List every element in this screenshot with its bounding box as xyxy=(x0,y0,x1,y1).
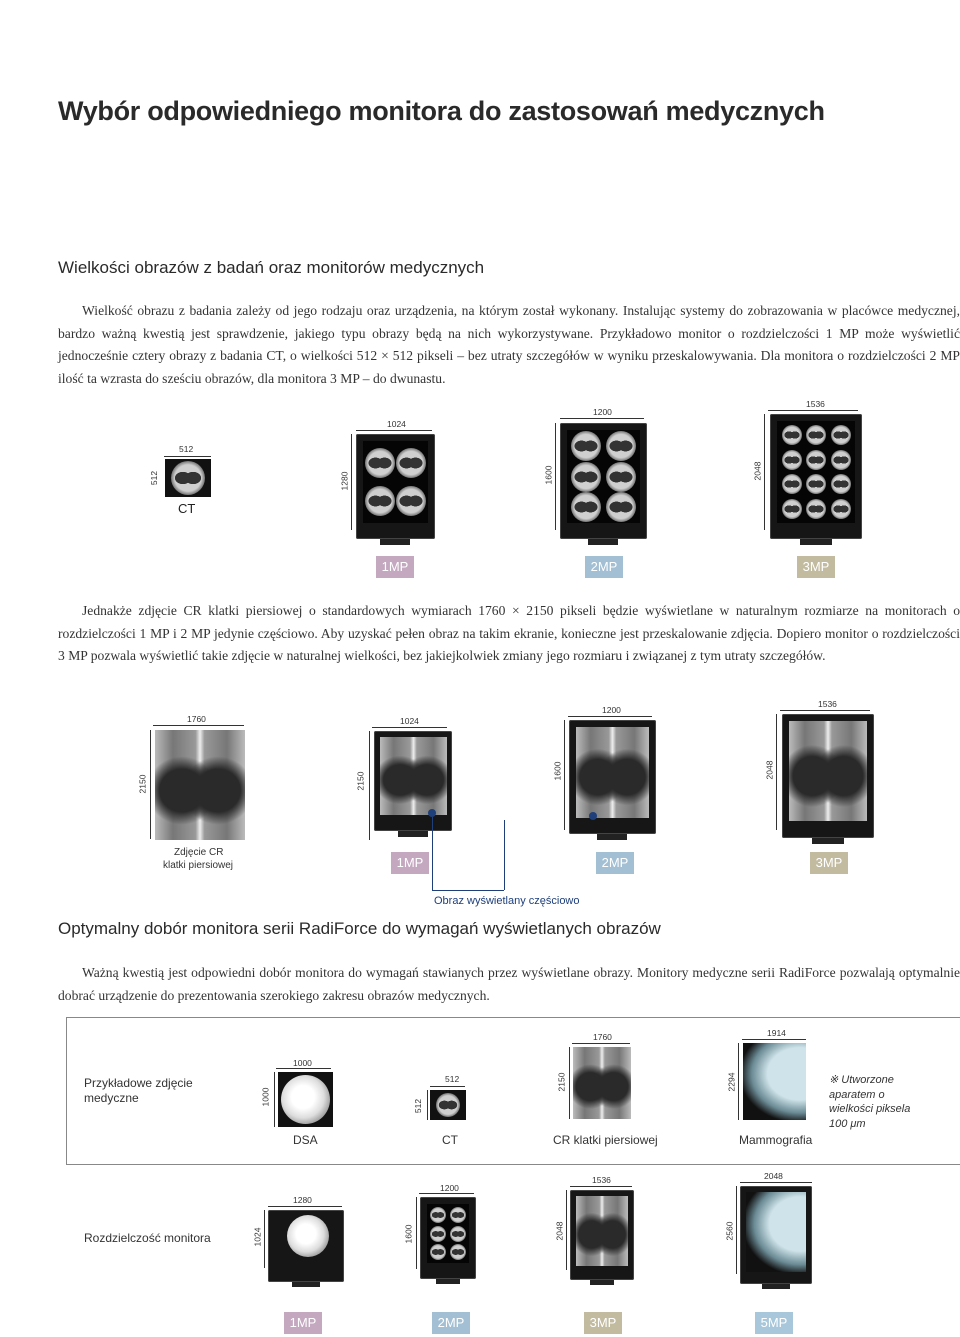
ct3-height-label: 512 xyxy=(413,1098,424,1114)
ct-label: CT xyxy=(178,501,196,516)
ct3-height-line xyxy=(427,1090,428,1120)
monitor-1mp-stand xyxy=(380,539,410,545)
cr-height-line xyxy=(150,730,151,839)
dsa-width-line xyxy=(276,1068,331,1069)
badge-2mp: 2MP xyxy=(585,556,623,578)
m3-width-label: 1536 xyxy=(806,399,825,409)
row1-label-line2: medyczne xyxy=(84,1091,139,1105)
m1-cr-width-label: 1024 xyxy=(400,716,419,726)
m3-height-line xyxy=(764,414,765,530)
monitor-row2-1mp-dsa xyxy=(287,1215,329,1257)
m2-cr-height-line xyxy=(564,720,565,830)
partial-display-label: Obraz wyświetlany częściowo xyxy=(434,895,580,907)
r1-height-label: 1024 xyxy=(252,1227,263,1247)
mammo-image xyxy=(743,1043,806,1120)
r3-height-label: 2048 xyxy=(554,1221,565,1241)
paragraph-radiforce xyxy=(58,962,960,1007)
paragraph-cr xyxy=(58,600,960,668)
ct3-width-line xyxy=(430,1086,465,1087)
ct3-label: CT xyxy=(442,1133,458,1147)
pixel-size-note: ※ Utworzone aparatem o wielkości piksela 100 μm xyxy=(829,1074,911,1130)
badge-cr-3mp: 3MP xyxy=(810,852,848,874)
cr-width-label: 1760 xyxy=(187,714,206,724)
m1-height-line xyxy=(351,434,352,530)
cr-width-line xyxy=(153,725,244,726)
monitor-row2-5mp-image xyxy=(746,1192,806,1272)
paragraph-intro-text: Wielkość obrazu z badania zależy od jego rodzaju oraz urządzenia, na którym został wykonany. Instalując systemy do zobrazowania w placówce medycznej, bardzo ważną kwestią jest sprawdzenie, jakiego typu obrazy będą na nich wykorzystywane. Przykładowo monitor o rozdzielczości 1 MP może wyświetlić jednocześnie cztery obrazy z badania CT, o wielkości 512 × 512 pikseli – bez utraty szczegółów w wyniku przeskalowywania. Dla monitora o rozdzielczości 2 MP ilość ta wzrasta do sześciu obrazów, dla monitora 3 MP – do dwunastu. xyxy=(58,303,960,386)
mammo-label: Mammografia xyxy=(739,1133,813,1147)
badge-cr-1mp: 1MP xyxy=(391,852,429,874)
badge-row2-5mp: 5MP xyxy=(755,1312,793,1334)
r2-width-label: 1200 xyxy=(440,1183,459,1193)
m2-width-line xyxy=(560,418,644,419)
monitor-row2-5mp-stand xyxy=(762,1284,790,1289)
cr-image xyxy=(155,730,245,840)
m1-width-line xyxy=(356,430,432,431)
row2-label: Rozdzielczość monitora xyxy=(84,1231,211,1245)
dsa-image xyxy=(281,1075,330,1124)
ct-width-label: 512 xyxy=(179,444,194,454)
ct3-width-label: 512 xyxy=(445,1074,460,1084)
cr3-height-label: 2150 xyxy=(556,1072,567,1092)
r2-width-line xyxy=(419,1193,474,1194)
monitor-row2-1mp-stand xyxy=(292,1282,320,1287)
badge-row2-2mp: 2MP xyxy=(432,1312,470,1334)
m1-height-label: 1280 xyxy=(339,471,350,491)
badge-row2-1mp: 1MP xyxy=(284,1312,322,1334)
ct-image xyxy=(165,459,211,497)
partial-marker-1mp xyxy=(428,809,436,817)
r2-height-label: 1600 xyxy=(403,1224,414,1244)
ct-width-line xyxy=(164,456,211,457)
monitor-cr-3mp-image xyxy=(789,721,867,821)
mam-height-label: 2294 xyxy=(726,1072,737,1092)
monitor-cr-1mp-stand xyxy=(398,831,428,837)
ct3-image xyxy=(430,1090,466,1120)
m2-height-line xyxy=(555,423,556,530)
m3-cr-width-label: 1536 xyxy=(818,699,837,709)
m2-cr-width-line xyxy=(568,716,652,717)
paragraph-cr-text: Jednakże zdjęcie CR klatki piersiowej o standardowych wymiarach 1760 × 2150 pikseli będzie wyświetlane w naturalnym rozmiarze na monitorach o rozdzielczości 1 MP i 2 MP jedynie częściowo. Aby uzyskać pełen obraz na takim ekranie, konieczne jest przeskalowanie zdjęcia. Dopiero monitor o rozdzielczości 3 MP pozwala wyświetlić takie zdjęcie w naturalnej wielkości, bez jakiejkolwiek zmiany jego rozmiaru i związanej z tym utraty szczegółów. xyxy=(58,603,960,663)
paragraph-radiforce-text: Ważną kwestią jest odpowiedni dobór monitora do wymagań stawianych przez wyświetlane obrazy. Monitory medyczne serii RadiForce pozwalają optymalnie dobrać urządzenie do prezentowania szerokiego zakresu obrazów medycznych. xyxy=(58,965,960,1003)
page-title: Wybór odpowiedniego monitora do zastosowań medycznych xyxy=(58,96,825,126)
badge-1mp: 1MP xyxy=(376,556,414,578)
badge-3mp: 3MP xyxy=(797,556,835,578)
monitor-3mp-stand xyxy=(800,539,832,545)
monitor-cr-2mp-image xyxy=(576,727,649,818)
badge-cr-2mp: 2MP xyxy=(596,852,634,874)
monitor-row2-3mp-image xyxy=(576,1196,628,1266)
monitor-cr-2mp-stand xyxy=(597,834,627,840)
m1-cr-width-line xyxy=(372,727,447,728)
partial-leader-3 xyxy=(504,820,595,890)
badge-row2-3mp: 3MP xyxy=(584,1312,622,1334)
r1-width-line xyxy=(268,1206,342,1207)
mam-width-line xyxy=(742,1039,806,1040)
ct-height-label: 512 xyxy=(149,470,160,486)
partial-leader-1 xyxy=(432,817,433,890)
monitor-1mp xyxy=(356,434,435,539)
r4-height-label: 2560 xyxy=(724,1221,735,1241)
cr3-height-line xyxy=(569,1047,570,1119)
m2-height-label: 1600 xyxy=(543,465,554,485)
m1-cr-height-label: 2150 xyxy=(355,771,366,791)
m3-width-line xyxy=(768,410,858,411)
monitor-row2-2mp-stand xyxy=(436,1279,460,1284)
r1-height-line xyxy=(264,1210,265,1268)
section-heading-sizes: Wielkości obrazów z badań oraz monitorów medycznych xyxy=(58,258,485,277)
m3-cr-height-line xyxy=(776,714,777,830)
partial-leader-2 xyxy=(432,890,504,891)
cr3-width-label: 1760 xyxy=(593,1032,612,1042)
cr3-width-line xyxy=(572,1043,630,1044)
example-images-box xyxy=(66,1017,960,1165)
monitor-2mp xyxy=(560,423,647,539)
r4-width-line xyxy=(740,1182,812,1183)
section-heading-radiforce: Optymalny dobór monitora serii RadiForce do wymagań wyświetlanych obrazów xyxy=(58,919,661,938)
monitor-3mp xyxy=(770,414,862,539)
cr-label-line2: klatki piersiowej xyxy=(163,860,234,871)
r4-height-line xyxy=(736,1186,737,1274)
cr3-label: CR klatki piersiowej xyxy=(553,1133,658,1147)
m1-cr-height-line xyxy=(369,731,370,840)
m2-cr-width-label: 1200 xyxy=(602,705,621,715)
r1-width-label: 1280 xyxy=(293,1195,312,1205)
dsa-height-label: 1000 xyxy=(260,1087,271,1107)
m2-width-label: 1200 xyxy=(593,407,612,417)
cr-height-label: 2150 xyxy=(137,774,148,794)
row1-label-line1: Przykładowe zdjęcie xyxy=(84,1076,193,1090)
dsa-width-label: 1000 xyxy=(293,1058,312,1068)
dsa-label: DSA xyxy=(293,1133,318,1147)
mam-height-line xyxy=(738,1043,739,1120)
monitor-row2-2mp xyxy=(420,1197,476,1279)
m3-cr-height-label: 2048 xyxy=(764,760,775,780)
monitor-cr-3mp-stand xyxy=(812,838,844,844)
m3-height-label: 2048 xyxy=(752,461,763,481)
r3-width-label: 1536 xyxy=(592,1175,611,1185)
r3-width-line xyxy=(570,1186,632,1187)
r4-width-label: 2048 xyxy=(764,1171,783,1181)
cr3-image xyxy=(573,1047,631,1119)
r2-height-line xyxy=(416,1197,417,1269)
partial-marker-2mp xyxy=(589,812,597,820)
cr-label-line1: Zdjęcie CR xyxy=(174,847,224,858)
mam-width-label: 1914 xyxy=(767,1028,786,1038)
m3-cr-width-line xyxy=(780,710,870,711)
m2-cr-height-label: 1600 xyxy=(552,761,563,781)
monitor-2mp-stand xyxy=(588,539,618,545)
monitor-row2-3mp-stand xyxy=(590,1280,614,1285)
paragraph-intro xyxy=(58,300,960,390)
dsa-height-line xyxy=(274,1072,275,1127)
r3-height-line xyxy=(566,1190,567,1270)
m1-width-label: 1024 xyxy=(387,419,406,429)
monitor-cr-1mp-image xyxy=(380,737,447,815)
